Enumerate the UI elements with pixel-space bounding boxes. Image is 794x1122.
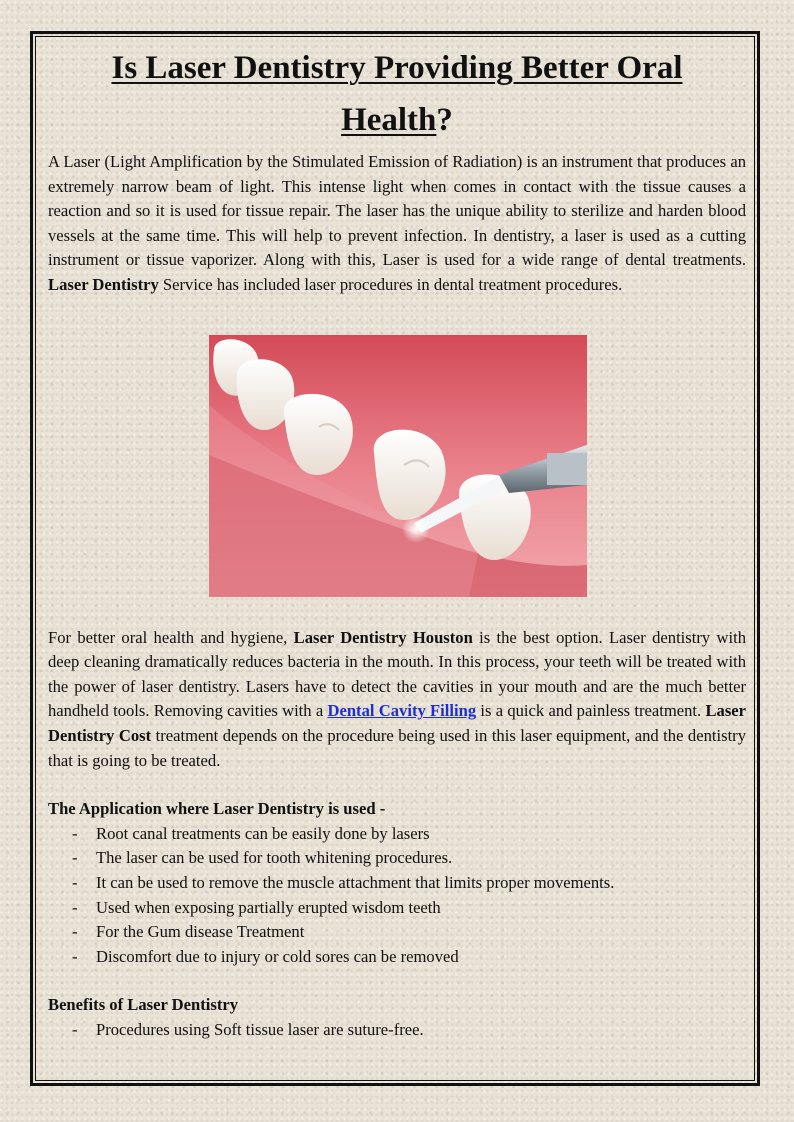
para2-text-3: is a quick and painless treatment. (476, 701, 706, 721)
intro-bold-laser-dentistry: Laser Dentistry (48, 274, 159, 294)
benefits-list (48, 1018, 746, 1043)
title-line-1: Is Laser Dentistry Providing Better Oral (111, 50, 683, 86)
dental-cavity-filling-link[interactable]: Dental Cavity Filling (327, 701, 477, 721)
list-dash: - (72, 872, 78, 892)
list-dash: - (72, 897, 78, 917)
list-dash: - (72, 848, 78, 868)
para2-text-2: is the best option. Laser dentistry with deep cleaning dramatically reduces bacteria in the mouth. In this process, your teeth will be treated with the power of laser dentistry. Lasers have to detect the cavities in your mouth and are the much better handheld tools. Removing cavities with a (48, 627, 746, 721)
benefits-heading: Benefits of Laser Dentistry (48, 995, 239, 1015)
list-item: - The laser can be used for tooth whitening procedures. (48, 846, 746, 871)
list-item: - Used when exposing partially erupted wisdom teeth (48, 896, 746, 921)
intro-paragraph (48, 150, 746, 298)
laser-tooth-icon (209, 335, 587, 597)
article (48, 42, 746, 1042)
list-dash: - (72, 946, 78, 966)
para2-text-1: For better oral health and hygiene, (48, 627, 294, 647)
intro-text-2: Service has included laser procedures in dental treatment procedures. (158, 274, 623, 294)
list-dash: - (72, 922, 78, 942)
list-item: - For the Gum disease Treatment (48, 920, 746, 945)
para2-bold-laser-dentistry-cost: Laser Dentistry Cost (48, 701, 747, 745)
applications-heading: The Application where Laser Dentistry is used - (48, 799, 386, 819)
list-item: - Root canal treatments can be easily done by lasers (48, 822, 746, 847)
para2-bold-laser-dentistry-houston: Laser Dentistry Houston (293, 627, 473, 647)
list-item: - It can be used to remove the muscle attachment that limits proper movements. (48, 871, 746, 896)
intro-text-1: A Laser (Light Amplification by the Stimulated Emission of Radiation) is an instrument that produces an extremely narrow beam of light. This intense light when comes in contact with the tissue causes a reaction and so it is used for tissue repair. The laser has the unique ability to sterilize and harden blood vessels at the same time. This will help to prevent infection. In dentistry, a laser is used as a cutting instrument or tissue vaporizer. Along with this, Laser is used for a wide range of dental treatments. (48, 152, 746, 270)
applications-list (48, 822, 746, 970)
laser-tooth-illustration (209, 335, 587, 597)
list-dash: - (72, 823, 78, 843)
list-dash: - (72, 1019, 78, 1039)
oral-health-paragraph (48, 626, 746, 774)
list-item: - Discomfort due to injury or cold sores can be removed (48, 945, 746, 970)
para2-text-4: treatment depends on the procedure being used in this laser equipment, and the dentistry that is going to be treated. (48, 725, 746, 770)
list-item: - Procedures using Soft tissue laser are suture-free. (48, 1018, 746, 1043)
page-title (48, 42, 746, 146)
title-line-2: Health (341, 102, 437, 138)
title-question-mark: ? (436, 102, 453, 138)
